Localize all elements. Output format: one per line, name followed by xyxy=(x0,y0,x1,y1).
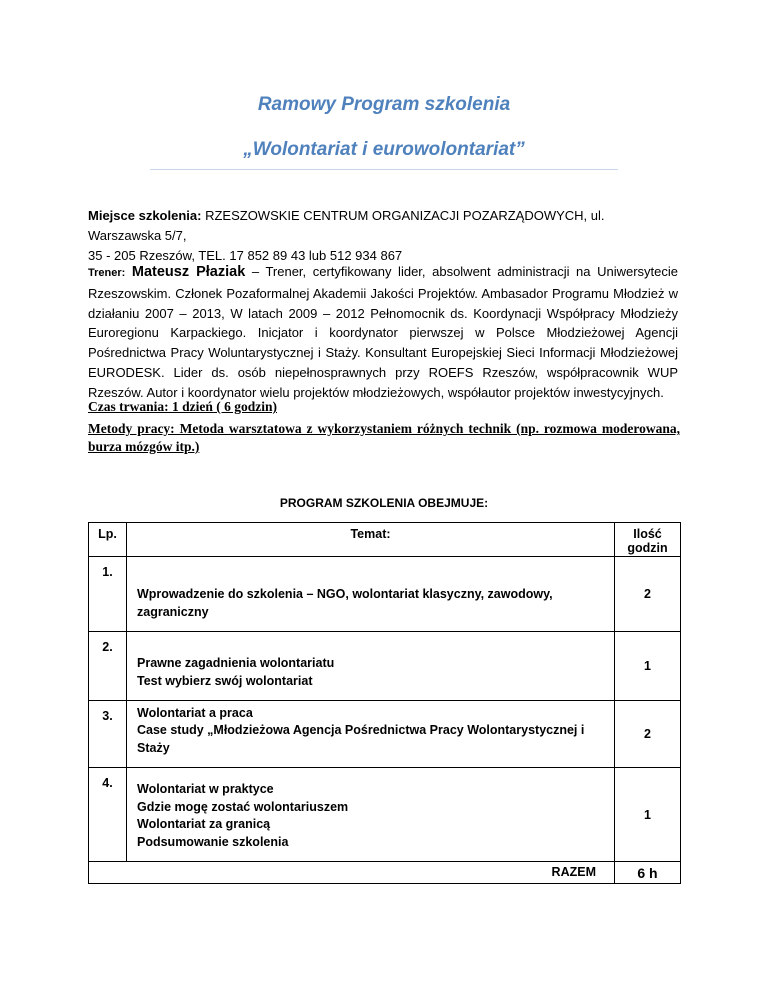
program-heading: PROGRAM SZKOLENIA OBEJMUJE: xyxy=(279,496,489,510)
row-number: 3. xyxy=(102,709,113,723)
row-hours: 2 xyxy=(615,701,681,768)
topic-line: Case study „Młodzieżowa Agencja Pośrednictwa Pracy Wolontarystycznej i Staży xyxy=(137,723,585,755)
venue-line1: RZESZOWSKIE CENTRUM ORGANIZACJI POZARZĄDOWYCH, ul. Warszawska 5/7, xyxy=(88,208,605,243)
topic-line: Prawne zagadnienia wolontariatu xyxy=(137,656,335,670)
venue-label: Miejsce szkolenia: xyxy=(88,208,202,223)
total-value: 6 h xyxy=(615,862,681,884)
title-divider xyxy=(150,169,618,170)
table-row xyxy=(89,632,681,701)
row-hours: 1 xyxy=(615,768,681,862)
table-row xyxy=(89,768,681,862)
row-hours: 1 xyxy=(615,632,681,701)
venue-paragraph xyxy=(88,206,678,265)
row-hours: 2 xyxy=(615,557,681,632)
table-row xyxy=(89,701,681,768)
topic-line: Wolontariat a praca xyxy=(137,705,253,720)
table-header-row xyxy=(89,523,681,557)
row-topic xyxy=(127,557,615,632)
duration-line: Czas trwania: 1 dzień ( 6 godzin) xyxy=(88,399,277,414)
topic-line: Podsumowanie szkolenia xyxy=(137,834,289,849)
row-number: 1. xyxy=(102,565,113,579)
topic-line: Gdzie mogę zostać wolontariuszem xyxy=(137,799,349,814)
methods-line: Metody pracy: Metoda warsztatowa z wykorzystaniem różnych technik (np. rozmowa moderowana, burza mózgów itp.) xyxy=(88,421,680,454)
table-total-row xyxy=(89,862,681,884)
row-topic xyxy=(127,701,615,768)
topic-line: Wprowadzenie do szkolenia – NGO, wolontariat klasyczny, zawodowy, xyxy=(137,587,553,601)
column-header-hours xyxy=(615,523,681,557)
trainer-name: Mateusz Płaziak xyxy=(131,264,246,280)
document-subtitle: „Wolontariat i eurowolontariat” xyxy=(243,139,525,160)
row-topic xyxy=(127,768,615,862)
row-number: 2. xyxy=(102,640,113,654)
column-header-topic: Temat: xyxy=(127,523,615,557)
trainer-description: – Trener, certyfikowany lider, absolwent administracji na Uniwersytecie Rzeszowskim. Członek Pozaformalnej Akademii Jakości Projektów. Ambasador Programu Młodzież w działaniu 2007 – 2013, W latach 2009 – 2012 Pełnomocnik ds. Koordynacji Współpracy Młodzieży Euroregionu Karpackiego. Inicjator i koordynator pierwszej w Polsce Młodzieżowej Agencji Pośrednictwa Pracy Woluntarystycznej i Staży. Konsultant Europejskiej Sieci Informacji Młodzieżowej EURODESK. Lider ds. osób niepełnosprawnych przy ROEFS Rzeszów, współpracownik WUP Rzeszów. Autor i koordynator wielu projektów młodzieżowych, współautor projektów inwestycyjnych. xyxy=(88,264,678,400)
table-row xyxy=(89,557,681,632)
column-header-hours-line1: Ilość xyxy=(633,527,662,541)
row-topic xyxy=(127,632,615,701)
topic-line: Wolontariat za granicą xyxy=(137,817,271,831)
venue-line2: 35 - 205 Rzeszów, TEL. 17 852 89 43 lub 512 934 867 xyxy=(88,247,403,263)
document-title: Ramowy Program szkolenia xyxy=(257,94,511,115)
trainer-paragraph xyxy=(88,262,678,403)
topic-line: Wolontariat w praktyce xyxy=(137,782,274,796)
program-table xyxy=(88,522,681,884)
topic-line: Test wybierz swój wolontariat xyxy=(137,673,313,688)
trainer-label: Trener: xyxy=(88,267,126,279)
column-header-hours-line2: godzin xyxy=(627,541,668,555)
total-label: RAZEM xyxy=(89,862,615,884)
column-header-lp: Lp. xyxy=(89,523,127,557)
topic-line: zagraniczny xyxy=(137,604,209,619)
row-number: 4. xyxy=(102,776,113,790)
